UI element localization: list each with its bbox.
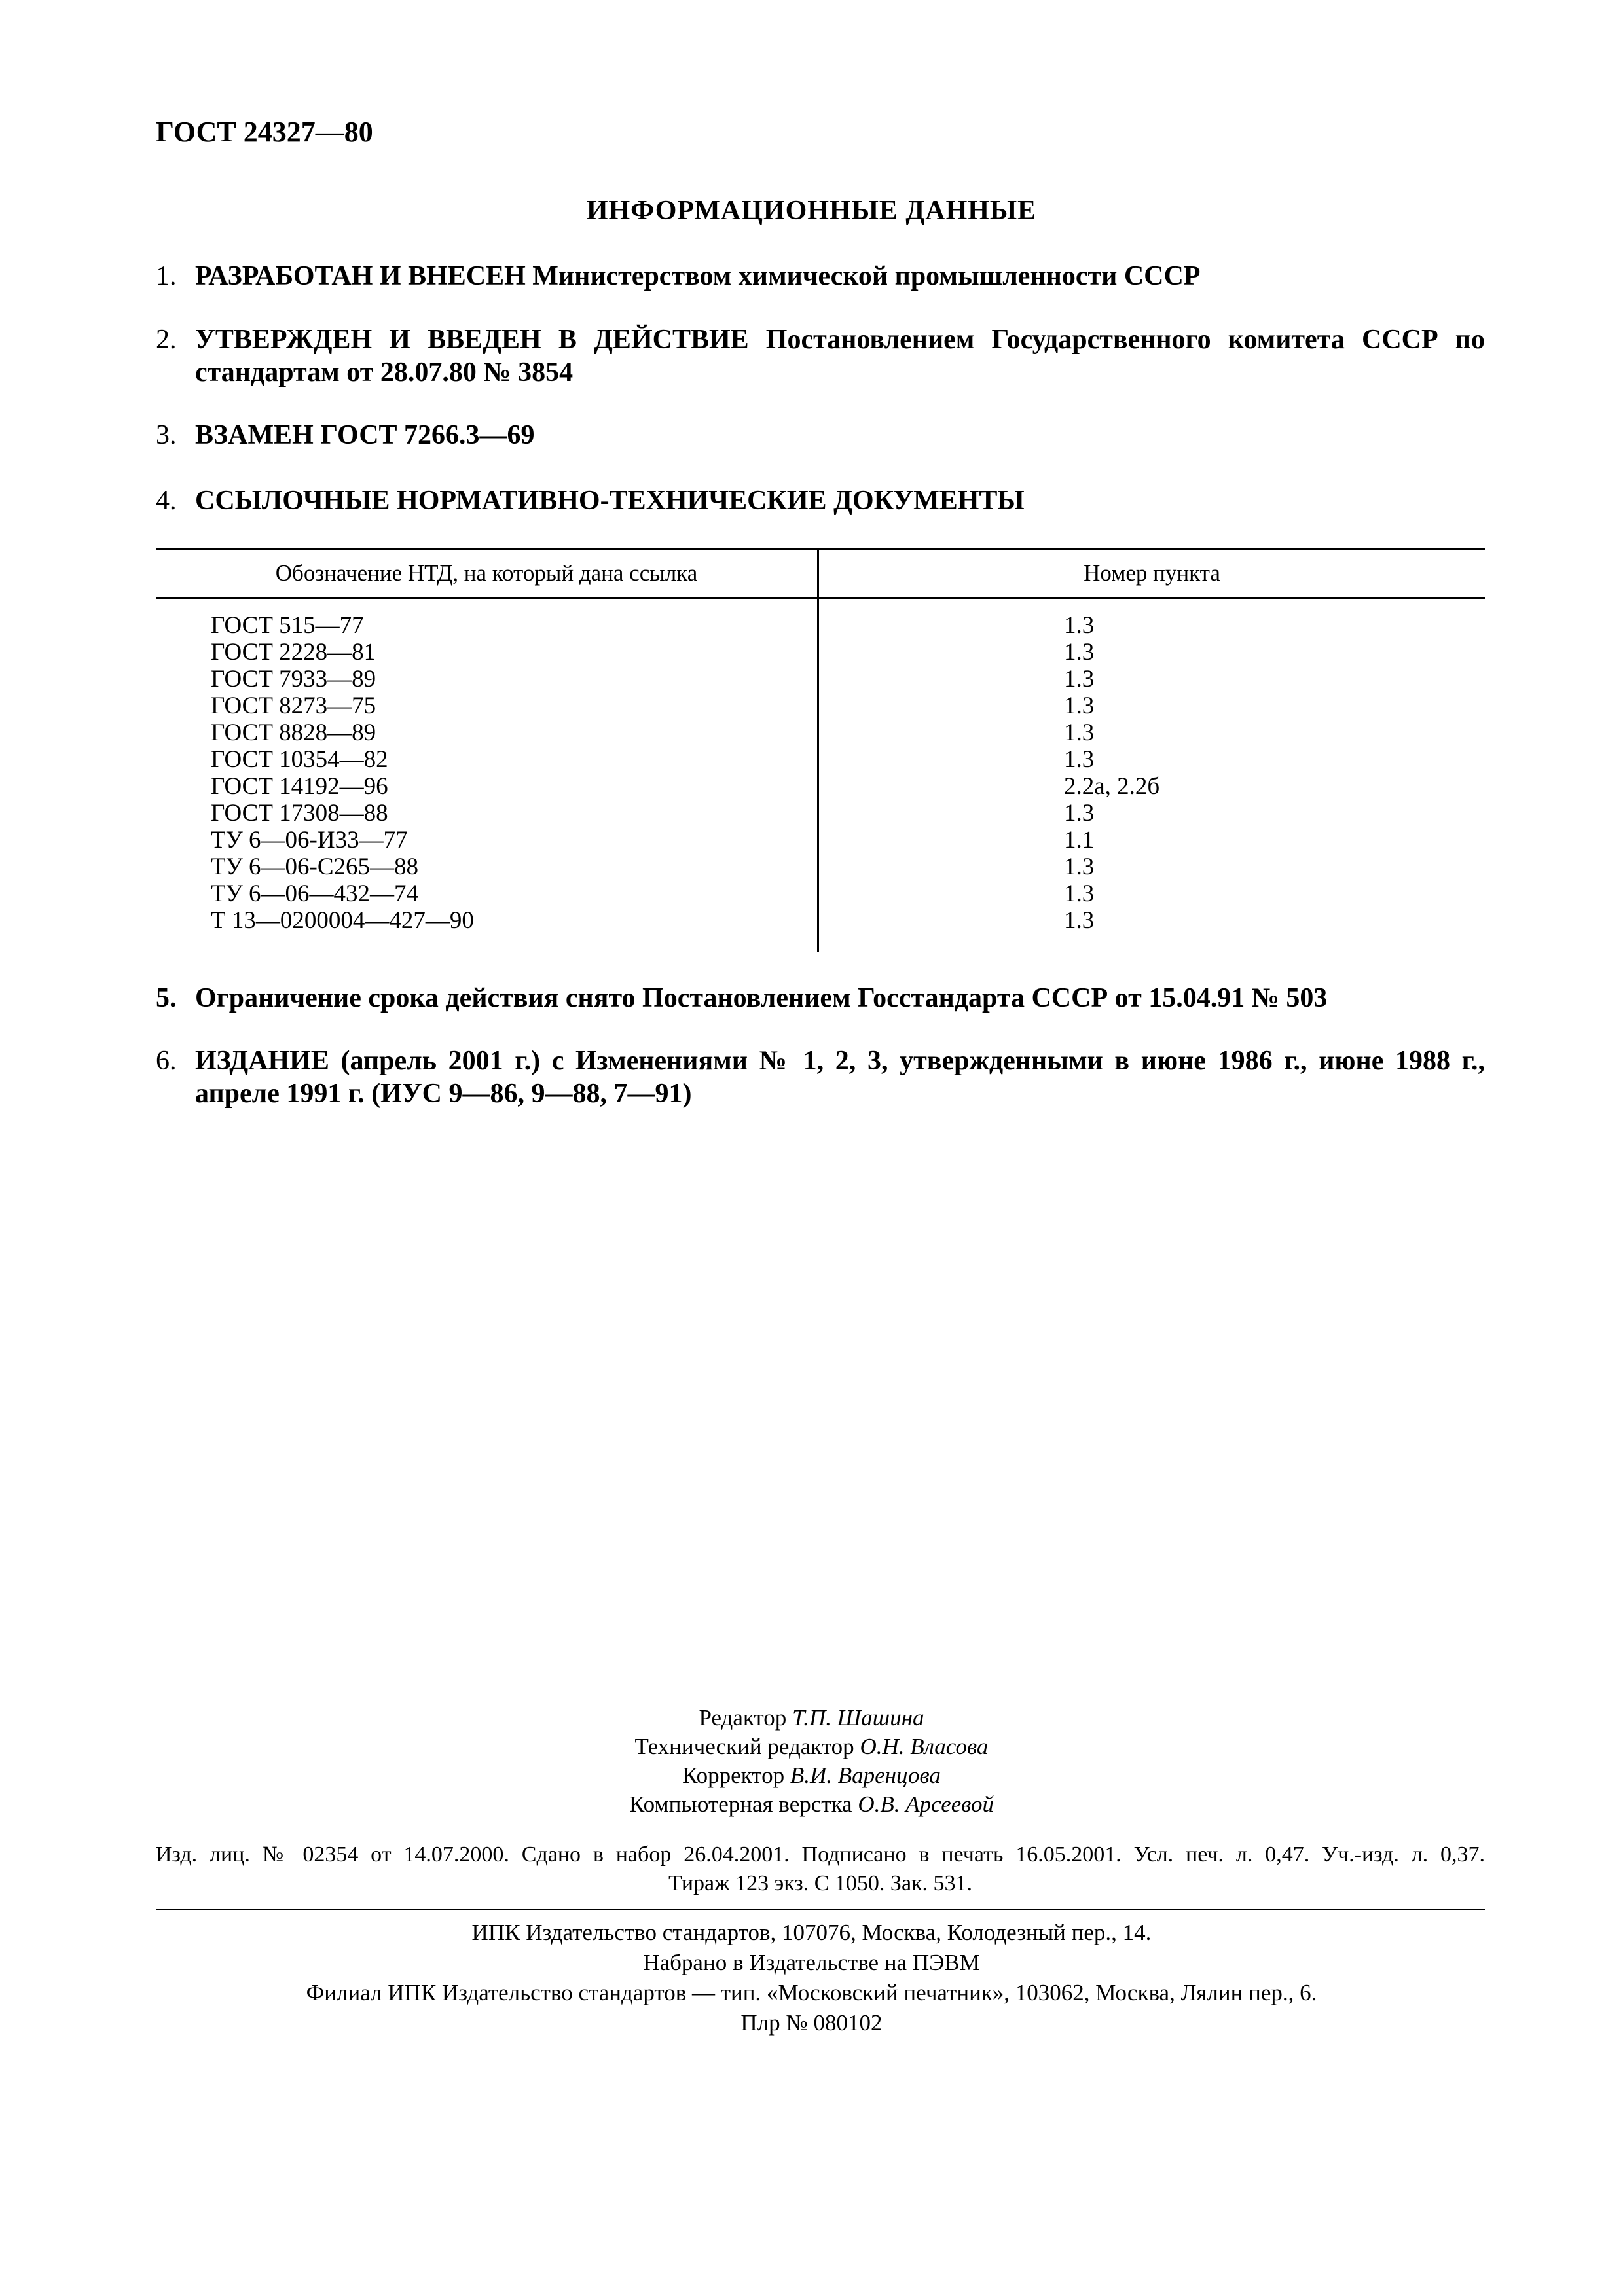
footer-line-4: Плр № 080102 (740, 2010, 883, 2036)
item-text: ССЫЛОЧНЫЕ НОРМАТИВНО-ТЕХНИЧЕСКИЕ ДОКУМЕНТЫ (195, 486, 1025, 516)
credit-editor (0, 1704, 1623, 1732)
footer-line-3: Филиал ИПК Издательство стандартов — тип. «Московский печатник», 103062, Москва, Лялин пер., 6. (306, 1980, 1317, 2005)
credit-label: Редактор (699, 1705, 787, 1731)
item-number: 1. (156, 261, 177, 291)
table-cell-document: ГОСТ 17308—88 (211, 800, 388, 827)
table-row (156, 907, 1485, 934)
table-cell-document: ТУ 6—06-И33—77 (211, 827, 408, 853)
info-item-4 (156, 484, 1485, 517)
table-cell-point: 1.3 (1064, 692, 1095, 719)
table-cell-point: 1.3 (1064, 907, 1095, 934)
credit-label: Технический редактор (634, 1734, 854, 1759)
credits-block (0, 1704, 1623, 1819)
table-cell-document: ГОСТ 8273—75 (211, 692, 376, 719)
print-info-line-2: Тираж 123 экз. С 1050. Зак. 531. (668, 1871, 973, 1895)
info-item-5 (156, 982, 1485, 1014)
credit-label: Корректор (682, 1763, 785, 1788)
item-text: ВЗАМЕН ГОСТ 7266.3—69 (195, 420, 535, 450)
table-cell-point: 1.3 (1064, 612, 1095, 639)
item-number: 4. (156, 486, 177, 516)
table-header-document: Обозначение НТД, на который дана ссылка (275, 560, 698, 586)
table-cell-point: 1.3 (1064, 639, 1095, 666)
info-item-3 (156, 419, 1485, 452)
table-row (156, 800, 1485, 827)
credit-name: Т.П. Шашина (792, 1705, 924, 1731)
table-cell-document: ТУ 6—06—432—74 (211, 880, 419, 907)
print-info-line-1: Изд. лиц. № 02354 от 14.07.2000. Сдано в набор 26.04.2001. Подписано в печать 16.05.2001. Усл. печ. л. 0,47. Уч.-изд. л. 0,37. (156, 1842, 1485, 1867)
table-row (156, 853, 1485, 880)
table-cell-point: 1.3 (1064, 880, 1095, 907)
item-number: 3. (156, 420, 177, 450)
credit-label: Компьютерная верстка (629, 1791, 852, 1817)
table-cell-document: ГОСТ 515—77 (211, 612, 364, 639)
table-row (156, 827, 1485, 853)
table-row (156, 666, 1485, 692)
info-item-2 (156, 323, 1485, 389)
table-cell-point: 2.2а, 2.2б (1064, 773, 1160, 800)
item-text: УТВЕРЖДЕН И ВВЕДЕН В ДЕЙСТВИЕ Постановлением Государственного комитета СССР по стандартам от 28.07.80 № 3854 (195, 325, 1485, 387)
table-cell-point: 1.1 (1064, 827, 1095, 853)
item-text: Ограничение срока действия снято Постановлением Госстандарта СССР от 15.04.91 № 503 (195, 983, 1328, 1013)
table-body (156, 612, 1485, 934)
credit-corrector (0, 1761, 1623, 1790)
info-item-1 (156, 260, 1485, 293)
table-cell-document: Т 13—0200004—427—90 (211, 907, 474, 934)
credit-name: О.В. Арсеевой (858, 1791, 994, 1817)
table-cell-point: 1.3 (1064, 719, 1095, 746)
table-cell-point: 1.3 (1064, 746, 1095, 773)
table-cell-document: ГОСТ 2228—81 (211, 639, 376, 666)
table-header-point: Номер пункта (1084, 560, 1220, 586)
credit-name: В.И. Варенцова (790, 1763, 941, 1788)
table-cell-point: 1.3 (1064, 666, 1095, 692)
table-top-rule (156, 548, 1485, 550)
table-cell-document: ГОСТ 14192—96 (211, 773, 388, 800)
credit-name: О.Н. Власова (860, 1734, 989, 1759)
table-row (156, 719, 1485, 746)
document-code: ГОСТ 24327—80 (156, 116, 373, 148)
table-cell-point: 1.3 (1064, 853, 1095, 880)
item-number: 6. (156, 1046, 177, 1076)
credit-tech-editor (0, 1732, 1623, 1761)
credit-layout (0, 1790, 1623, 1819)
table-cell-document: ТУ 6—06-С265—88 (211, 853, 419, 880)
item-number: 5. (156, 983, 177, 1013)
table-row (156, 880, 1485, 907)
table-cell-document: ГОСТ 8828—89 (211, 719, 376, 746)
item-text: РАЗРАБОТАН И ВНЕСЕН Министерством химической промышленности СССР (195, 261, 1201, 291)
footer-line-2: Набрано в Издательстве на ПЭВМ (643, 1950, 980, 1975)
footer-line-1: ИПК Издательство стандартов, 107076, Москва, Колодезный пер., 14. (471, 1920, 1152, 1945)
section-title: ИНФОРМАЦИОННЫЕ ДАННЫЕ (586, 196, 1037, 226)
table-row (156, 773, 1485, 800)
table-cell-document: ГОСТ 7933—89 (211, 666, 376, 692)
item-number: 2. (156, 325, 177, 355)
item-text: ИЗДАНИЕ (апрель 2001 г.) с Изменениями № 1, 2, 3, утвержденными в июне 1986 г., июне 1988 г., апреле 1991 г. (ИУС 9—86, 9—88, 7—91) (195, 1046, 1485, 1109)
table-header-rule (156, 597, 1485, 599)
print-info (156, 1840, 1485, 1898)
table-row (156, 612, 1485, 639)
table-row (156, 746, 1485, 773)
table-cell-point: 1.3 (1064, 800, 1095, 827)
table-cell-document: ГОСТ 10354—82 (211, 746, 388, 773)
table-row (156, 692, 1485, 719)
table-row (156, 639, 1485, 666)
footer-divider (156, 1909, 1485, 1910)
info-item-6 (156, 1045, 1485, 1110)
publisher-footer (0, 1918, 1623, 2038)
